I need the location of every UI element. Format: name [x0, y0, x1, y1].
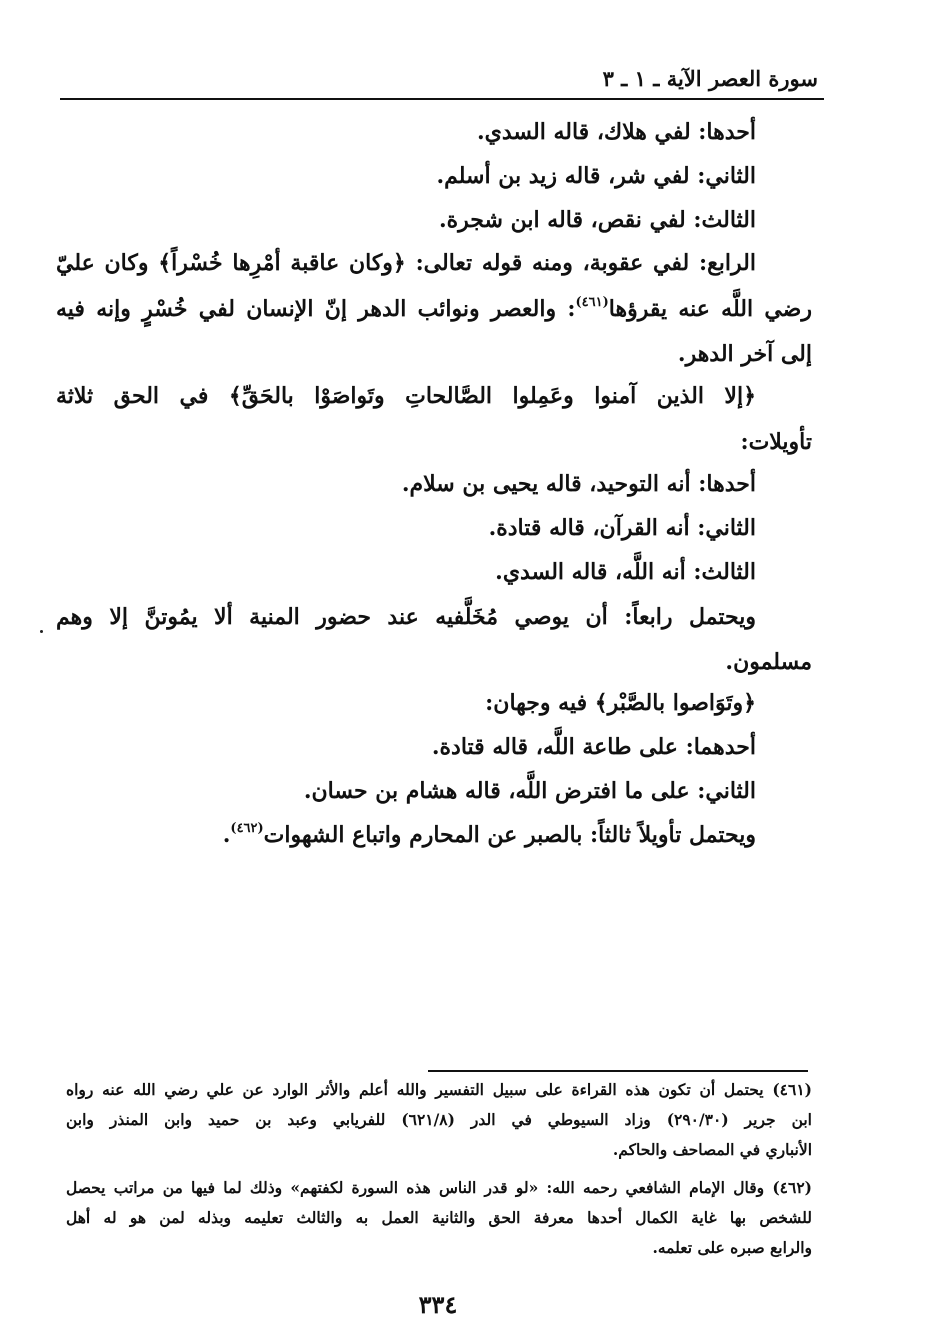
body-line: الثاني: أنه القرآن، قاله قتادة.: [488, 515, 756, 541]
body-text: : والعصر ونوائب الدهر إنّ الإنسان لفي خُسْرٍ وإنه فيه: [56, 296, 576, 322]
body-line: أحدها: أنه التوحيد، قاله يحيى بن سلام.: [401, 471, 756, 497]
footnote-reference: (٤٦٢): [230, 821, 264, 836]
body-line: الرابع: لفي عقوبة، ومنه قوله تعالى: ﴿وكان عاقبة أمْرِها خُسْراً﴾ وكان عليّ: [56, 250, 756, 276]
footnote-line: والرابع صبره على تعلمه.: [652, 1238, 812, 1257]
footnote-line: للشخص بها غاية الكمال أحدها معرفة الحق والثانية العمل به والثالث تعليمه وبذله لمن هو له أهل: [66, 1208, 812, 1227]
body-line: مسلمون.: [725, 649, 812, 675]
footnote-line: ابن جرير (٢٩٠/٣٠) وزاد السيوطي في الدر (٦٢١/٨) للفريابي وعبد بن حميد وابن المنذر وابن: [66, 1110, 812, 1129]
body-line: ويحتمل رابعاً: أن يوصي مُخَلَّفيه عند حضور المنية ألا يمُوتنَّ إلا وهم: [56, 604, 756, 630]
body-text: ويحتمل تأويلاً ثالثاً: بالصبر عن المحارم واتباع الشهوات: [263, 822, 756, 848]
body-text: رضي اللَّه عنه يقرؤها: [608, 296, 812, 322]
body-line: تأويلات:: [740, 429, 812, 455]
body-text: .: [222, 822, 231, 848]
body-line: الثاني: لفي شر، قاله زيد بن أسلم.: [436, 163, 756, 189]
body-line: إلى آخر الدهر.: [677, 341, 812, 367]
header-divider: [60, 98, 824, 100]
body-line: أحدهما: على طاعة اللَّه، قاله قتادة.: [431, 734, 756, 760]
scan-speck: [40, 630, 43, 633]
body-line: [56, 289, 812, 333]
body-line: [223, 815, 756, 859]
body-line: الثالث: أنه اللَّه، قاله السدي.: [495, 559, 756, 585]
running-header: سورة العصر الآية ـ ١ ـ ٣: [602, 66, 818, 91]
footnote-line: (٤٦١) يحتمل أن تكون هذه القراءة على سبيل التفسير والله أعلم والأثر الوارد عن علي رضي الله عنه رواه: [66, 1080, 812, 1099]
body-line: ﴿إلا الذين آمنوا وعَمِلوا الصَّالحاتِ وتَواصَوْا بالحَقِّ﴾ في الحق ثلاثة: [56, 383, 756, 409]
footnote-line: (٤٦٢) وقال الإمام الشافعي رحمه الله: «لو قدر الناس هذه السورة لكفتهم» وذلك لما فيها من مراتب يحصل: [66, 1178, 812, 1197]
body-line: الثالث: لفي نقص، قاله ابن شجرة.: [438, 207, 756, 233]
footnote-reference: (٤٦١): [575, 295, 609, 310]
body-line: الثاني: على ما افترض اللَّه، قاله هشام بن حسان.: [303, 778, 756, 804]
page-number: ٣٣٤: [418, 1290, 458, 1319]
footnote-divider: [428, 1070, 808, 1072]
body-line: ﴿وتَوَاصوا بالصَّبْر﴾ فيه وجهان:: [485, 690, 756, 716]
body-line: أحدها: لفي هلاك، قاله السدي.: [476, 119, 756, 145]
footnote-line: الأنباري في المصاحف والحاكم.: [612, 1140, 812, 1159]
